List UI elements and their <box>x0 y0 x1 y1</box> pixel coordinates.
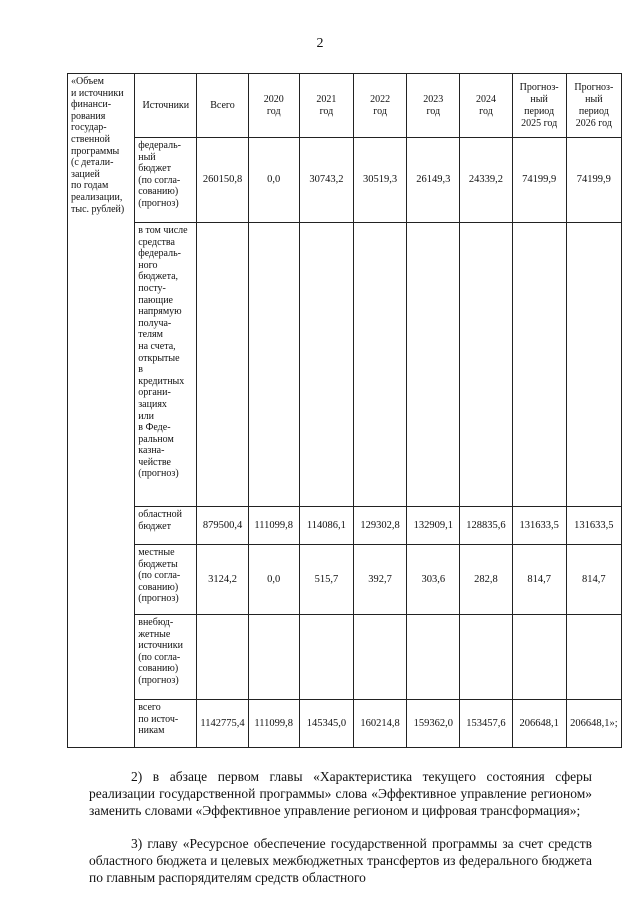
value-cell: 131633,5 <box>566 507 621 545</box>
paragraph-2: 2) в абзаце первом главы «Характеристика текущего состояния сферы реализации государственной программы» слова «Эффективное управление регионом» заменить словами «Эффективное управление регионом и цифровая трансформация»; <box>89 769 592 818</box>
value-cell: 132909,1 <box>407 507 460 545</box>
value-cell <box>407 615 460 700</box>
source-cell: всего по источ- никам <box>135 700 197 748</box>
value-cell: 159362,0 <box>407 700 460 748</box>
value-cell: 1142775,4 <box>197 700 248 748</box>
value-cell: 282,8 <box>460 545 512 615</box>
source-cell: областной бюджет <box>135 507 197 545</box>
value-cell: 145345,0 <box>299 700 353 748</box>
value-cell: 206648,1 <box>512 700 566 748</box>
table-row-local <box>68 545 622 615</box>
header-sources: Источники <box>135 74 197 138</box>
value-cell: 879500,4 <box>197 507 248 545</box>
value-cell: 206648,1»; <box>566 700 621 748</box>
source-cell: местные бюджеты (по согла- сованию) (прогноз) <box>135 545 197 615</box>
value-cell <box>353 223 406 507</box>
value-cell <box>353 615 406 700</box>
value-cell <box>512 615 566 700</box>
table-row-federal <box>68 138 622 223</box>
value-cell <box>460 615 512 700</box>
page-number: 2 <box>316 36 324 51</box>
value-cell: 74199,9 <box>512 138 566 223</box>
value-cell: 111099,8 <box>248 700 299 748</box>
value-cell: 74199,9 <box>566 138 621 223</box>
value-cell <box>566 223 621 507</box>
value-cell <box>248 615 299 700</box>
value-cell <box>460 223 512 507</box>
value-cell <box>299 223 353 507</box>
value-cell: 128835,6 <box>460 507 512 545</box>
value-cell: 392,7 <box>353 545 406 615</box>
value-cell <box>248 223 299 507</box>
header-2021: 2021 год <box>299 74 353 138</box>
value-cell: 303,6 <box>407 545 460 615</box>
value-cell <box>299 615 353 700</box>
row-label: «Объем и источники финанси- рования государ- ственной программы (с детали- зацией по годам реализации, тыс. рублей) <box>71 76 125 215</box>
value-cell: 129302,8 <box>353 507 406 545</box>
value-cell: 30743,2 <box>299 138 353 223</box>
financing-table <box>67 73 622 748</box>
value-cell: 131633,5 <box>512 507 566 545</box>
value-cell <box>566 615 621 700</box>
table-row-regional <box>68 507 622 545</box>
value-cell <box>512 223 566 507</box>
paragraph-3: 3) главу «Ресурсное обеспечение государственной программы за счет средств областного бюджета и целевых межбюджетных трансфертов из федерального бюджета по главным распорядителям средств областного <box>89 836 592 885</box>
source-cell: в том числе средства федераль- ного бюджета, посту- пающие напрямую получа- телям на счета, открытые в кредитных органи- зациях или в Феде- ральном казна- чействе (прогноз) <box>135 223 197 507</box>
value-cell <box>197 615 248 700</box>
header-total: Всего <box>197 74 248 138</box>
table-row-total <box>68 700 622 748</box>
value-cell: 111099,8 <box>248 507 299 545</box>
value-cell: 30519,3 <box>353 138 406 223</box>
value-cell <box>197 223 248 507</box>
value-cell <box>407 223 460 507</box>
value-cell: 153457,6 <box>460 700 512 748</box>
header-2025: Прогноз- ный период 2025 год <box>512 74 566 138</box>
header-2024: 2024 год <box>460 74 512 138</box>
row-label-cell <box>68 74 135 748</box>
value-cell: 24339,2 <box>460 138 512 223</box>
header-2026: Прогноз- ный период 2026 год <box>566 74 621 138</box>
value-cell: 0,0 <box>248 138 299 223</box>
value-cell: 3124,2 <box>197 545 248 615</box>
source-cell: внебюд- жетные источники (по согла- сованию) (прогноз) <box>135 615 197 700</box>
table-row-federal-direct <box>68 223 622 507</box>
header-2022: 2022 год <box>353 74 406 138</box>
header-2023: 2023 год <box>407 74 460 138</box>
value-cell: 0,0 <box>248 545 299 615</box>
value-cell: 515,7 <box>299 545 353 615</box>
header-2020: 2020 год <box>248 74 299 138</box>
value-cell: 814,7 <box>566 545 621 615</box>
table-row-extrabudgetary <box>68 615 622 700</box>
value-cell: 814,7 <box>512 545 566 615</box>
source-cell: федераль- ный бюджет (по согла- сованию) (прогноз) <box>135 138 197 223</box>
value-cell: 260150,8 <box>197 138 248 223</box>
value-cell: 114086,1 <box>299 507 353 545</box>
value-cell: 26149,3 <box>407 138 460 223</box>
value-cell: 160214,8 <box>353 700 406 748</box>
